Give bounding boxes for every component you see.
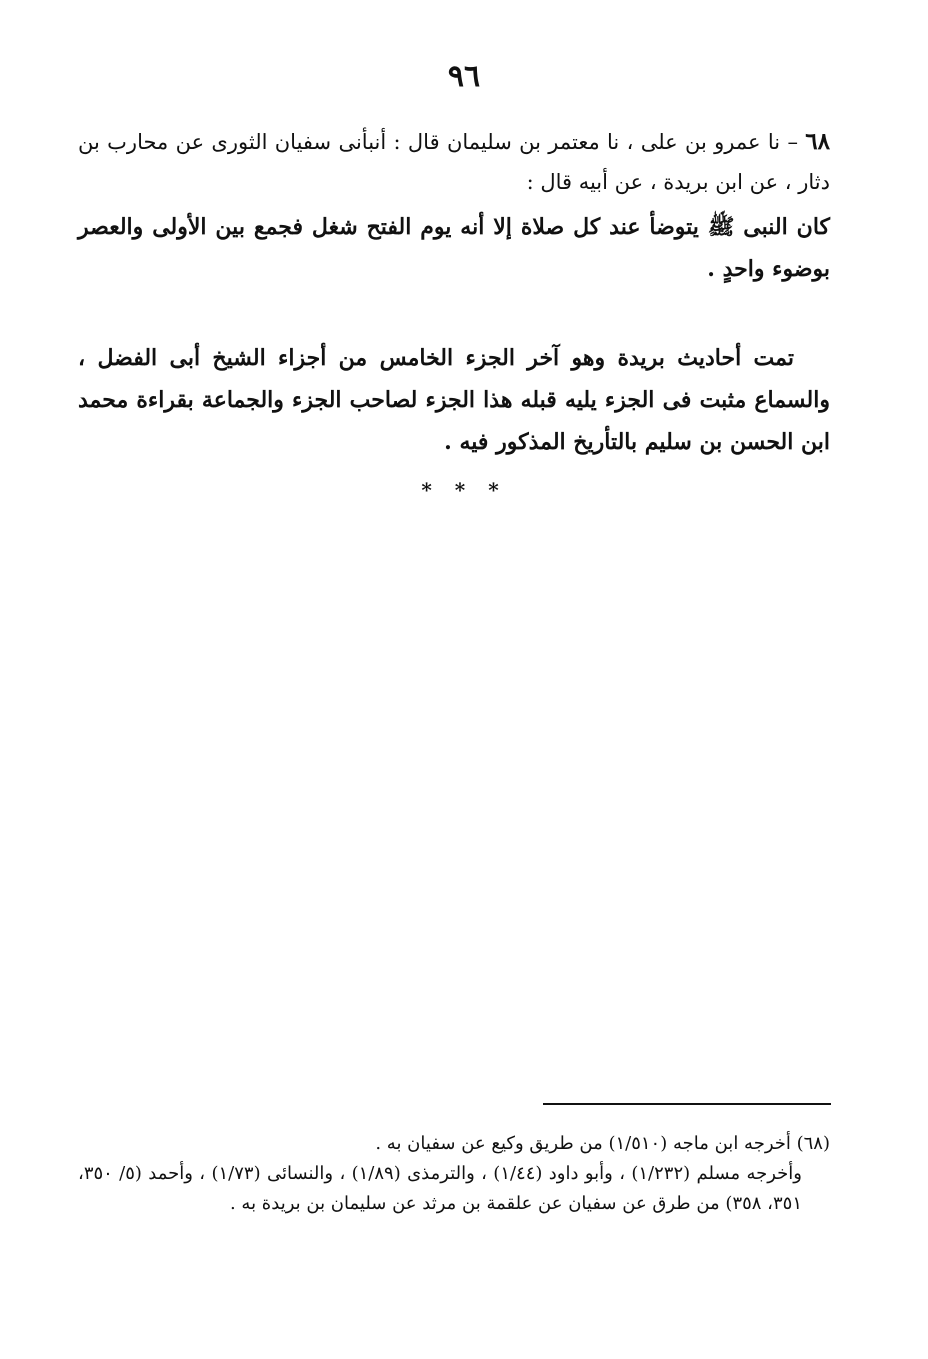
hadith-matn: كان النبى ﷺ يتوضأ عند كل صلاة إلا أنه يوم الفتح شغل فجمع بين الأولى والعصر بوضوء واحدٍ . bbox=[78, 214, 830, 282]
hadith-isnad bbox=[78, 122, 830, 202]
colophon-text: تمت أحاديث بريدة وهو آخر الجزء الخامس من أجزاء الشيخ أبى الفضل ، والسماع مثبت فى الجزء يليه قبله هذا الجزء لصاحب الجزء والجماعة بقراءة محمد ابن الحسن بن سليم بالتأريخ المذكور فيه . bbox=[78, 345, 830, 455]
colophon bbox=[78, 337, 830, 463]
section-separator: * * * bbox=[421, 478, 507, 502]
page-number: ٩٦ bbox=[447, 59, 481, 94]
footnote-rule bbox=[543, 1103, 831, 1105]
footnotes bbox=[78, 1129, 830, 1219]
footnote-line-2: وأخرجه مسلم (١/٢٣٢) ، وأبو داود (١/٤٤) ، والترمذى (١/٨٩) ، والنسائى (١/٧٣) ، وأحمد (٥/ ٣٥٠، ٣٥١، ٣٥٨) من طرق عن سفيان عن علقمة بن مرثد عن سليمان بن بريدة به . bbox=[78, 1163, 803, 1214]
hadith-dash: – bbox=[780, 130, 806, 154]
footnote-line-1: (٦٨) أخرجه ابن ماجه (١/٥١٠) من طريق وكيع عن سفيان به . bbox=[375, 1133, 830, 1154]
hadith-number: ٦٨ bbox=[805, 128, 830, 155]
isnad-text: نا عمرو بن على ، نا معتمر بن سليمان قال : أنبأنى سفيان الثورى عن محارب بن دثار ، عن ابن بريدة ، عن أبيه قال : bbox=[78, 130, 830, 194]
